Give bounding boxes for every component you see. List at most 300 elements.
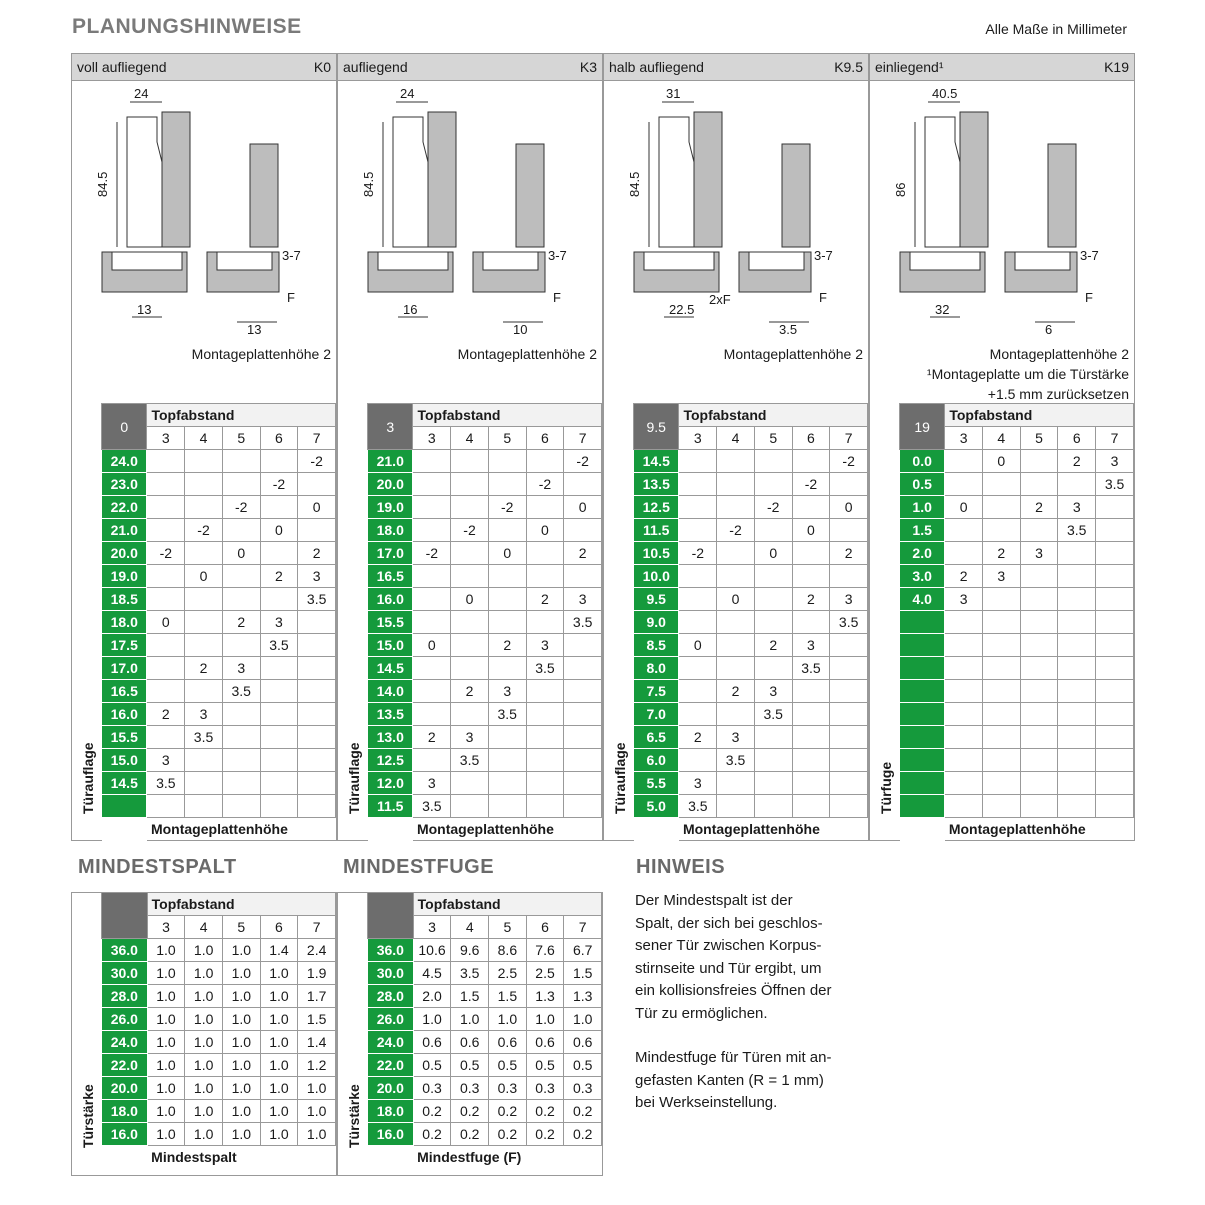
table-cell [1096, 542, 1134, 565]
table-cell [564, 772, 602, 795]
table-cell: 10.6 [413, 939, 451, 962]
table-footer: Montageplattenhöhe [416, 821, 554, 838]
table-cell: -2 [526, 473, 564, 496]
table-cell [222, 450, 260, 473]
col-header: 3 [147, 427, 185, 450]
table-row [634, 519, 868, 542]
table-cell [982, 726, 1020, 749]
dim-gap: 3-7 [1080, 248, 1099, 263]
table-cell [298, 680, 336, 703]
table-cell [982, 496, 1020, 519]
table-cell [526, 496, 564, 519]
table-cell [679, 450, 717, 473]
row-label: 1.0 [900, 496, 945, 519]
row-label [900, 772, 945, 795]
table-cell: 0 [982, 450, 1020, 473]
table-cell [526, 565, 564, 588]
table-cell: 0 [830, 496, 868, 519]
table-cell [1096, 611, 1134, 634]
table-cell [1058, 588, 1096, 611]
table-cell [298, 703, 336, 726]
table-row [900, 496, 1134, 519]
table-row [368, 1054, 602, 1077]
table-cell: 0.2 [413, 1123, 451, 1146]
hinge-arm [659, 117, 694, 247]
table-cell: 3 [451, 726, 489, 749]
row-label: 12.0 [368, 772, 413, 795]
table-cell [185, 680, 223, 703]
table-cell: 1.0 [222, 985, 260, 1008]
table-cell [1020, 450, 1058, 473]
table-cell [147, 473, 185, 496]
table-row [368, 962, 602, 985]
col-header: 4 [185, 916, 223, 939]
row-label: 10.5 [634, 542, 679, 565]
table-cell: 0 [945, 496, 983, 519]
table-cell [185, 496, 223, 519]
row-label [900, 657, 945, 680]
table-cell [945, 703, 983, 726]
dim-gap: 3-7 [548, 248, 567, 263]
table-cell [564, 634, 602, 657]
row-label: 26.0 [368, 1008, 414, 1031]
table-row [634, 565, 868, 588]
row-label: 16.0 [102, 1123, 148, 1146]
table-cell [679, 565, 717, 588]
table-cell: -2 [679, 542, 717, 565]
table-row [368, 496, 602, 519]
table-cell [451, 795, 489, 818]
table-cell [754, 657, 792, 680]
panel-header [338, 54, 602, 81]
table-cell: -2 [222, 496, 260, 519]
table-row [102, 588, 336, 611]
row-label: 20.0 [102, 542, 147, 565]
table-cell [222, 703, 260, 726]
table-cell [1020, 726, 1058, 749]
table-cell [945, 542, 983, 565]
table-cell [982, 795, 1020, 818]
table-cell [488, 611, 526, 634]
table-cell [451, 703, 489, 726]
table-row [368, 1008, 602, 1031]
table-cell: 1.0 [222, 1077, 260, 1100]
row-label: 28.0 [368, 985, 414, 1008]
table-cell [526, 611, 564, 634]
table-cell [945, 726, 983, 749]
table-cell: 0.3 [413, 1077, 451, 1100]
table-cell [792, 450, 830, 473]
plate-text: Montageplattenhöhe 2 ¹Montageplatte um die Türstärke +1.5 mm zurücksetzen [926, 346, 1129, 402]
table-cell: 0 [147, 611, 185, 634]
mindestspalt-title: MINDESTSPALT [78, 856, 237, 878]
table-cell: -2 [451, 519, 489, 542]
table-cell: 0 [564, 496, 602, 519]
table-cell: 2 [830, 542, 868, 565]
table-cell: 2 [1058, 450, 1096, 473]
table-cell [717, 473, 755, 496]
table-row [368, 1077, 602, 1100]
mindestspalt-box [71, 892, 337, 1176]
table-cell [413, 749, 451, 772]
table-cell [298, 519, 336, 542]
row-label: 11.5 [634, 519, 679, 542]
row-label: 22.0 [102, 1054, 148, 1077]
table-cell [1096, 634, 1134, 657]
table-cell: 1.0 [260, 962, 298, 985]
dim-detail: 10 [513, 322, 528, 337]
table-cell [1020, 565, 1058, 588]
table-row [368, 611, 602, 634]
table-cell: -2 [185, 519, 223, 542]
table-row [102, 726, 336, 749]
page-title: PLANUNGSHINWEISE [72, 15, 302, 38]
col-header: 5 [1020, 427, 1058, 450]
table-cell [1096, 588, 1134, 611]
table-cell [792, 611, 830, 634]
table-cell [451, 496, 489, 519]
table-row [634, 473, 868, 496]
table-cell [413, 680, 451, 703]
table-row [900, 657, 1134, 680]
table-cell [830, 703, 868, 726]
table-cell: 3 [564, 588, 602, 611]
table-cell [564, 749, 602, 772]
col-header: 6 [1058, 427, 1096, 450]
table-cell: 3 [1058, 496, 1096, 519]
table-cell [1058, 473, 1096, 496]
table-cell: -2 [754, 496, 792, 519]
door-detail [1048, 144, 1076, 247]
hinge-arm [925, 117, 960, 247]
row-label: 20.0 [368, 1077, 414, 1100]
mindestfuge-box [337, 892, 603, 1176]
table-cell [298, 657, 336, 680]
table-cell: 0.5 [489, 1054, 527, 1077]
door-panel [162, 112, 190, 247]
table-row [368, 749, 602, 772]
topfabstand-header: Topfabstand [413, 893, 601, 916]
table-cell: 2 [260, 565, 298, 588]
table-cell [754, 450, 792, 473]
door-panel [960, 112, 988, 247]
table-cell [298, 795, 336, 818]
hinge-panel-k0 [71, 53, 337, 841]
row-label: 21.0 [368, 450, 413, 473]
table-cell [754, 611, 792, 634]
corner-cell: 19 [900, 404, 945, 450]
door-panel [428, 112, 456, 247]
table-row [634, 726, 868, 749]
row-label: 14.5 [102, 772, 147, 795]
table-cell [298, 749, 336, 772]
table-cell: 1.0 [489, 1008, 527, 1031]
row-label: 36.0 [368, 939, 414, 962]
col-header: 7 [830, 427, 868, 450]
dim-gap: 3-7 [282, 248, 301, 263]
table-cell [413, 588, 451, 611]
side-label: Türstärke [80, 1084, 96, 1148]
table-cell: 1.0 [185, 1077, 223, 1100]
table-cell: 2 [222, 611, 260, 634]
table-cell: 3 [298, 565, 336, 588]
table-row [900, 749, 1134, 772]
table-row [634, 588, 868, 611]
table-cell: 0 [298, 496, 336, 519]
table-cell: 1.0 [147, 1054, 185, 1077]
table-cell [1058, 795, 1096, 818]
table-cell: 1.4 [298, 1031, 336, 1054]
table-cell [754, 519, 792, 542]
table-cell: 0 [754, 542, 792, 565]
table-cell: 0.2 [526, 1123, 564, 1146]
table-cell: 0.2 [413, 1100, 451, 1123]
table-cell [830, 473, 868, 496]
col-header: 7 [298, 427, 336, 450]
table-cell [451, 611, 489, 634]
row-label: 17.0 [368, 542, 413, 565]
table-cell: -2 [298, 450, 336, 473]
table-cell [488, 473, 526, 496]
table-cell [1020, 519, 1058, 542]
table-cell [488, 519, 526, 542]
table-cell: 2.5 [526, 962, 564, 985]
table-cell: 6.7 [564, 939, 602, 962]
table-row [102, 680, 336, 703]
table-cell [1058, 657, 1096, 680]
table-cell [1020, 680, 1058, 703]
table-cell [298, 726, 336, 749]
dim-width: 24 [134, 86, 149, 101]
dim-detail: 3.5 [779, 322, 798, 337]
table-cell: 1.0 [526, 1008, 564, 1031]
col-header: 4 [451, 427, 489, 450]
dim-gap: 3-7 [814, 248, 833, 263]
table-cell: 1.0 [260, 1008, 298, 1031]
table-cell [260, 542, 298, 565]
table-cell: 0.5 [526, 1054, 564, 1077]
row-label: 15.5 [368, 611, 413, 634]
table-row [102, 634, 336, 657]
table-row [102, 611, 336, 634]
row-label: 26.0 [102, 1008, 148, 1031]
table-cell [222, 634, 260, 657]
table-cell: 0.5 [451, 1054, 489, 1077]
dim-width: 40.5 [932, 86, 958, 101]
hint-line: sener Tür zwischen Korpus- [635, 937, 822, 954]
table-cell: 1.0 [413, 1008, 451, 1031]
table-cell [717, 795, 755, 818]
table-cell: 3.5 [298, 588, 336, 611]
table-cell [754, 726, 792, 749]
row-label: 7.0 [634, 703, 679, 726]
table-cell: 1.0 [260, 1100, 298, 1123]
table-cell: 1.5 [298, 1008, 336, 1031]
table-footer: Montageplattenhöhe [150, 821, 288, 838]
table-cell [488, 749, 526, 772]
table-cell [982, 749, 1020, 772]
row-label: 0.0 [900, 450, 945, 473]
table-cell: 3 [830, 588, 868, 611]
table-cell [830, 519, 868, 542]
row-label [900, 634, 945, 657]
hinge-table [367, 403, 602, 841]
table-row [368, 1100, 602, 1123]
row-label: 3.0 [900, 565, 945, 588]
table-cell [526, 726, 564, 749]
col-header: 6 [526, 427, 564, 450]
hinweis-title: HINWEIS [636, 856, 726, 878]
table-cell [488, 450, 526, 473]
table-cell: 1.0 [185, 1008, 223, 1031]
table-cell: 1.3 [526, 985, 564, 1008]
table-cell: 1.0 [564, 1008, 602, 1031]
table-cell: 1.0 [185, 962, 223, 985]
table-cell: 1.5 [489, 985, 527, 1008]
table-cell [1058, 749, 1096, 772]
row-label: 22.0 [102, 496, 147, 519]
table-cell: 3 [413, 772, 451, 795]
row-label: 17.0 [102, 657, 147, 680]
row-label: 16.5 [368, 565, 413, 588]
table-cell [298, 611, 336, 634]
table-cell [185, 749, 223, 772]
col-header: 5 [754, 427, 792, 450]
table-row [900, 611, 1134, 634]
row-label [900, 703, 945, 726]
side-label: Türauflage [612, 742, 628, 814]
table-cell [185, 772, 223, 795]
table-cell: 3.5 [413, 795, 451, 818]
dim-2xf: 2xF [709, 292, 731, 307]
table-cell [717, 772, 755, 795]
table-cell [717, 657, 755, 680]
hinge-panel-k9-5 [603, 53, 869, 841]
table-cell: 9.6 [451, 939, 489, 962]
table-cell: 1.7 [298, 985, 336, 1008]
table-footer: Montageplattenhöhe [948, 821, 1086, 838]
table-footer: Montageplattenhöhe [682, 821, 820, 838]
hint-line: Mindestfuge für Türen mit an- [635, 1049, 832, 1066]
table-cell [1096, 565, 1134, 588]
hinge-table [101, 403, 336, 841]
table-cell: 0.5 [564, 1054, 602, 1077]
table-cell: 3.5 [451, 749, 489, 772]
dim-height: 84.5 [627, 171, 642, 197]
row-label: 8.5 [634, 634, 679, 657]
dim-height: 84.5 [95, 171, 110, 197]
table-cell: 1.0 [185, 1100, 223, 1123]
table-row [634, 680, 868, 703]
table-cell [413, 496, 451, 519]
table-footer: Mindestspalt [151, 1149, 237, 1166]
panel-header [604, 54, 868, 81]
dim-height: 86 [893, 182, 908, 197]
table-row [634, 657, 868, 680]
table-cell: -2 [830, 450, 868, 473]
side-label: Türauflage [80, 742, 96, 814]
table-cell [413, 565, 451, 588]
table-cell [488, 657, 526, 680]
table-cell: 1.0 [260, 1031, 298, 1054]
table-cell: 0 [488, 542, 526, 565]
table-cell: 1.5 [451, 985, 489, 1008]
table-row [368, 542, 602, 565]
table-cell: 1.0 [147, 1077, 185, 1100]
table-row [900, 634, 1134, 657]
row-label: 16.0 [368, 588, 413, 611]
table-cell [792, 726, 830, 749]
table-row [102, 1100, 336, 1123]
table-cell: 7.6 [526, 939, 564, 962]
table-cell: 1.0 [260, 1054, 298, 1077]
table-cell [1058, 565, 1096, 588]
table-cell: 0.2 [564, 1123, 602, 1146]
dim-offset: 16 [403, 302, 418, 317]
table-cell [222, 519, 260, 542]
col-header: 7 [298, 916, 336, 939]
table-cell: 1.0 [147, 1008, 185, 1031]
row-label: 15.0 [368, 634, 413, 657]
table-row [102, 657, 336, 680]
table-cell: 2 [526, 588, 564, 611]
table-cell [488, 772, 526, 795]
table-cell: 3 [982, 565, 1020, 588]
table-cell [564, 519, 602, 542]
table-row [900, 588, 1134, 611]
row-label [900, 726, 945, 749]
table-cell: 3.5 [1058, 519, 1096, 542]
table-row [102, 1008, 336, 1031]
table-cell: 2 [488, 634, 526, 657]
table-cell: 0.2 [526, 1100, 564, 1123]
table-cell [1058, 726, 1096, 749]
units-note: Alle Maße in Millimeter [985, 21, 1127, 37]
hint-line: Spalt, der sich bei geschlos- [635, 914, 823, 932]
table-cell [1096, 726, 1134, 749]
table-cell: 2 [298, 542, 336, 565]
table-cell [413, 703, 451, 726]
table-cell: 1.0 [298, 1100, 336, 1123]
table-cell [526, 450, 564, 473]
table-cell: 1.0 [222, 1008, 260, 1031]
table-cell [185, 542, 223, 565]
table-cell [564, 726, 602, 749]
mindestfuge-table [367, 892, 602, 1169]
table-cell [1020, 611, 1058, 634]
col-header: 5 [488, 427, 526, 450]
hinge-panel-k3 [337, 53, 603, 841]
table-cell [526, 680, 564, 703]
table-cell [679, 657, 717, 680]
table-cell: 3.5 [260, 634, 298, 657]
door-detail [250, 144, 278, 247]
table-cell: 3.5 [1096, 473, 1134, 496]
topfabstand-header: Topfabstand [413, 404, 602, 427]
table-cell [1020, 772, 1058, 795]
table-cell [185, 473, 223, 496]
table-cell [488, 726, 526, 749]
table-cell: 3.5 [564, 611, 602, 634]
table-cell: 3 [222, 657, 260, 680]
panel-code: K19 [1104, 59, 1129, 75]
table-cell: 0.2 [489, 1123, 527, 1146]
table-cell [792, 680, 830, 703]
col-header: 6 [792, 427, 830, 450]
table-cell: 3.5 [185, 726, 223, 749]
table-cell: 0 [260, 519, 298, 542]
table-cell [945, 611, 983, 634]
